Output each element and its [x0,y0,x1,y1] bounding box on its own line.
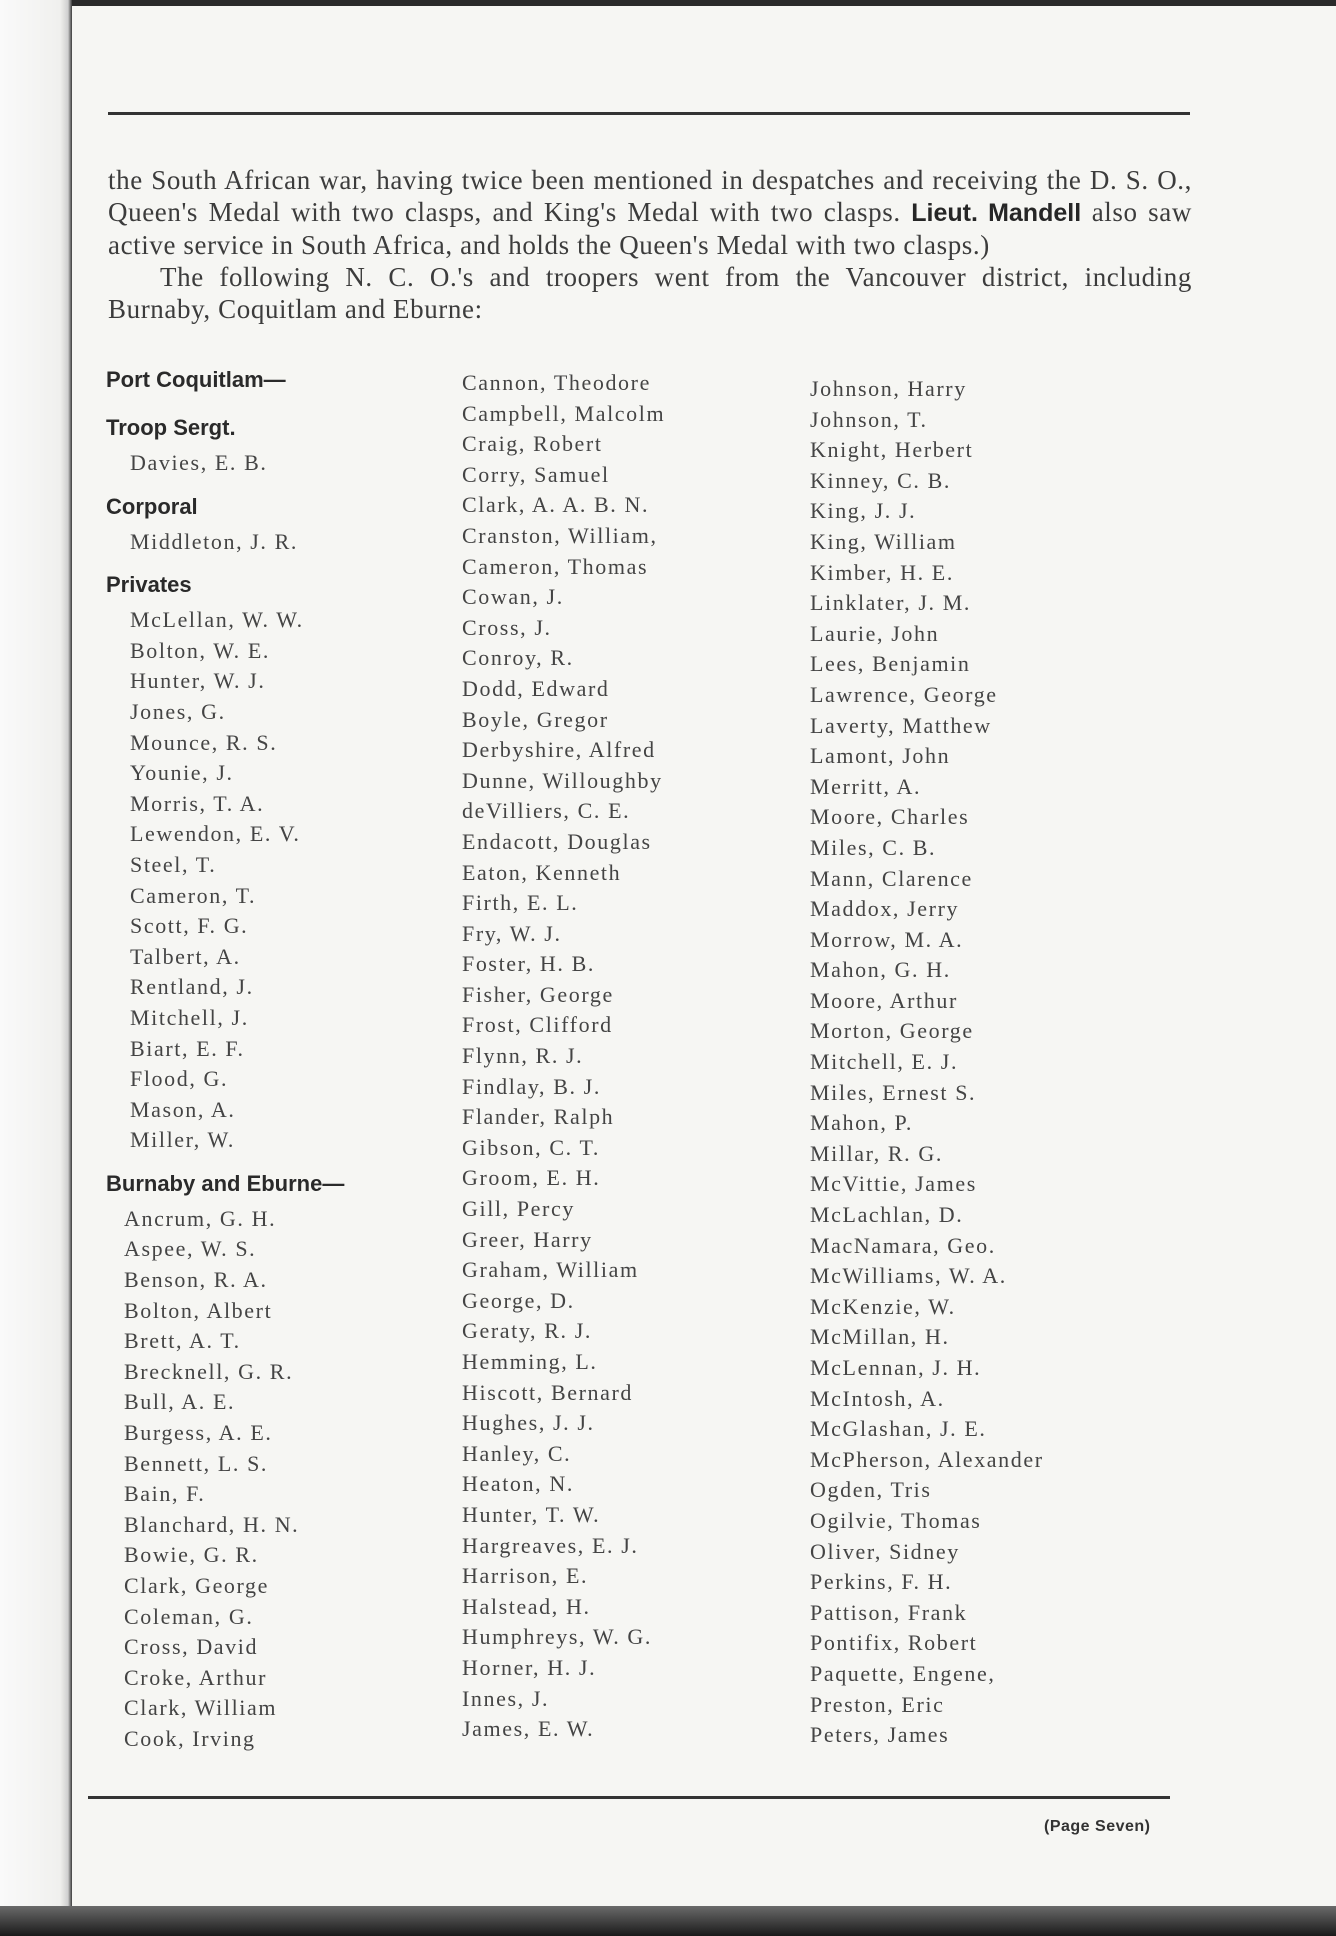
name-entry: Frost, Clifford [462,1012,613,1038]
name-entry: Morrow, M. A. [810,926,964,952]
name-entry: Rentland, J. [130,974,254,1000]
name-entry: Moore, Arthur [810,987,958,1013]
privates-list [106,605,436,1156]
name-entry: Croke, Arthur [124,1664,268,1690]
name-entry: Kinney, C. B. [810,467,951,493]
name-entry: Pattison, Frank [810,1599,968,1625]
name-entry: Graham, William [462,1257,639,1283]
name-entry: Preston, Eric [810,1691,945,1717]
column-1 [106,360,436,1755]
burnaby-list [106,1204,436,1755]
name-entry: Findlay, B. J. [462,1073,601,1099]
name-entry: McVittie, James [810,1171,977,1197]
name-entry: Hanley, C. [462,1440,572,1466]
column-2 [462,368,782,1745]
name-entry: Mitchell, J. [130,1004,249,1030]
troop-sergt-list [106,448,436,479]
book-gutter [0,0,72,1936]
name-entry: McWilliams, W. A. [810,1263,1007,1289]
name-entry: Humphreys, W. G. [462,1624,652,1650]
name-entry: deVilliers, C. E. [462,798,631,824]
name-entry: Miles, Ernest S. [810,1079,977,1105]
name-entry: Groom, E. H. [462,1165,601,1191]
burnaby-eburne-heading: Burnaby and Eburne— [106,1170,345,1196]
name-entry: Cook, Irving [124,1725,256,1751]
name-entry: Benson, R. A. [124,1267,268,1293]
name-entry: Greer, Harry [462,1226,593,1252]
name-entry: Dunne, Willoughby [462,767,663,793]
name-entry: Derbyshire, Alfred [462,737,656,763]
name-entry: Gibson, C. T. [462,1134,600,1160]
name-entry: Aspee, W. S. [124,1236,257,1262]
name-entry: Cross, David [124,1634,259,1660]
bottom-rule [88,1796,1170,1799]
name-entry: Jones, G. [130,698,226,724]
name-entry: Harrison, E. [462,1563,589,1589]
name-entry: Bain, F. [124,1481,206,1507]
name-entry: Laurie, John [810,620,940,646]
name-entry: Mahon, G. H. [810,957,951,983]
name-entry: Clark, A. A. B. N. [462,492,650,518]
name-entry: Bull, A. E. [124,1389,236,1415]
name-entry: Campbell, Malcolm [462,400,666,426]
name-entry: Cross, J. [462,614,552,640]
page-number: (Page Seven) [1044,1818,1151,1835]
name-entry: Corry, Samuel [462,461,610,487]
name-entry: Halstead, H. [462,1593,591,1619]
name-entry: Middleton, J. R. [130,528,298,554]
name-entry: Morton, George [810,1018,974,1044]
name-entry: Knight, Herbert [810,437,974,463]
column-3 [810,374,1210,1751]
name-entry: McIntosh, A. [810,1385,945,1411]
name-entry: Conroy, R. [462,645,574,671]
name-entry: Cowan, J. [462,584,564,610]
name-entry: Brett, A. T. [124,1328,241,1354]
name-entry: Flynn, R. J. [462,1043,584,1069]
top-rule [108,112,1190,115]
name-entry: Biart, E. F. [130,1035,245,1061]
name-entry: Cameron, Thomas [462,553,649,579]
name-entry: Endacott, Douglas [462,828,652,854]
name-entry: Morris, T. A. [130,790,265,816]
name-entry: Cranston, William, [462,522,658,548]
scan-edge [0,1906,1336,1936]
name-entry: Horner, H. J. [462,1654,597,1680]
name-entry: Flander, Ralph [462,1104,615,1130]
name-entry: Mitchell, E. J. [810,1049,959,1075]
name-entry: Younie, J. [130,760,234,786]
name-entry: Merritt, A. [810,773,922,799]
name-entry: Hemming, L. [462,1349,598,1374]
name-entry: Moore, Charles [810,804,970,830]
name-entry: Maddox, Jerry [810,896,960,922]
name-entry: Lawrence, George [810,681,998,707]
name-entry: Craig, Robert [462,431,603,457]
name-entry: Oliver, Sidney [810,1538,960,1564]
name-entry: McGlashan, J. E. [810,1416,987,1442]
name-entry: Bolton, Albert [124,1297,273,1323]
name-entry: Mahon, P. [810,1110,914,1136]
name-entry: Perkins, F. H. [810,1569,953,1595]
name-entry: Burgess, A. E. [124,1420,273,1446]
name-entry: Bolton, W. E. [130,637,270,663]
name-entry: Pontifix, Robert [810,1630,978,1656]
name-entry: Ancrum, G. H. [124,1205,277,1231]
intro-paragraph-1: the South African war, having twice been mentioned in despatches and receiving the D. S. O., Queen's Medal with two clasps, and King's Medal with two clasps. Lieut. Mandell also saw active service in South Africa, and holds the Queen's Medal with two clasps.) [108,165,1192,260]
name-entry: Foster, H. B. [462,951,595,977]
name-entry: King, William [810,528,957,554]
lieut-mandell: Lieut. Mandell [911,199,1082,227]
corporal-heading: Corporal [106,493,198,519]
name-entry: Mann, Clarence [810,865,973,891]
name-entry: Cannon, Theodore [462,370,651,395]
name-entry: Fisher, George [462,981,614,1007]
name-entry: James, E. W. [462,1716,595,1742]
name-entry: Ogilvie, Thomas [810,1507,982,1533]
name-entry: Fry, W. J. [462,920,562,946]
name-entry: McPherson, Alexander [810,1446,1044,1472]
name-entry: Bennett, L. S. [124,1450,269,1476]
name-entry: Gill, Percy [462,1196,575,1222]
name-entry: McLachlan, D. [810,1202,964,1228]
privates-heading: Privates [106,572,192,598]
name-entry: McLellan, W. W. [130,607,304,633]
name-entry: King, J. J. [810,498,917,524]
name-entry: Johnson, Harry [810,376,967,401]
name-entry: Mounce, R. S. [130,729,278,755]
name-entry: Heaton, N. [462,1471,574,1497]
name-entry: Hargreaves, E. J. [462,1532,639,1558]
name-entry: Steel, T. [130,851,217,877]
name-entry: Brecknell, G. R. [124,1358,294,1384]
troop-sergt-heading: Troop Sergt. [106,415,236,440]
name-entry: Firth, E. L. [462,890,579,916]
name-entry: Dodd, Edward [462,675,610,701]
name-entry: Laverty, Matthew [810,712,992,738]
name-entry: Lamont, John [810,743,951,769]
name-entry: McLennan, J. H. [810,1355,982,1380]
name-entry: Lewendon, E. V. [130,821,301,847]
name-entry: Bowie, G. R. [124,1542,259,1568]
name-entry: McKenzie, W. [810,1293,956,1319]
name-entry: Cameron, T. [130,882,257,908]
name-entry: Johnson, T. [810,406,928,432]
name-entry: Geraty, R. J. [462,1318,592,1344]
name-entry: Hughes, J. J. [462,1410,595,1436]
intro-text [108,164,1192,325]
name-entry: Ogden, Tris [810,1477,932,1503]
name-entry: Eaton, Kenneth [462,859,622,885]
name-entry: Flood, G. [130,1066,229,1092]
name-entry: George, D. [462,1287,575,1313]
name-entry: McMillan, H. [810,1324,950,1350]
name-entry: Talbert, A. [130,943,241,969]
name-entry: Hunter, T. W. [462,1501,601,1527]
name-entry: Kimber, H. E. [810,559,954,585]
name-entry: Clark, George [124,1573,270,1598]
name-entry: Davies, E. B. [130,450,268,475]
name-entry: Coleman, G. [124,1603,254,1629]
name-entry: Millar, R. G. [810,1140,943,1166]
name-entry: Innes, J. [462,1685,550,1711]
name-entry: Hiscott, Bernard [462,1379,634,1405]
name-entry: Blanchard, H. N. [124,1511,300,1537]
name-entry: Boyle, Gregor [462,706,609,732]
name-entry: Linklater, J. M. [810,590,971,616]
intro-paragraph-2: The following N. C. O.'s and troopers went from the Vancouver district, including Burnaby, Coquitlam and Eburne: [108,262,1192,324]
name-entry: Clark, William [124,1695,278,1721]
name-entry: Peters, James [810,1722,950,1748]
name-entry: Hunter, W. J. [130,668,266,694]
name-entry: Scott, F. G. [130,913,249,939]
name-entry: Miller, W. [130,1127,235,1153]
name-entry: Paquette, Engene, [810,1660,996,1686]
name-entry: MacNamara, Geo. [810,1232,996,1258]
corporal-list [106,527,436,558]
name-entry: Lees, Benjamin [810,651,971,677]
name-entry: Miles, C. B. [810,834,937,860]
port-coquitlam-heading: Port Coquitlam— [106,367,286,392]
name-entry: Mason, A. [130,1096,236,1122]
